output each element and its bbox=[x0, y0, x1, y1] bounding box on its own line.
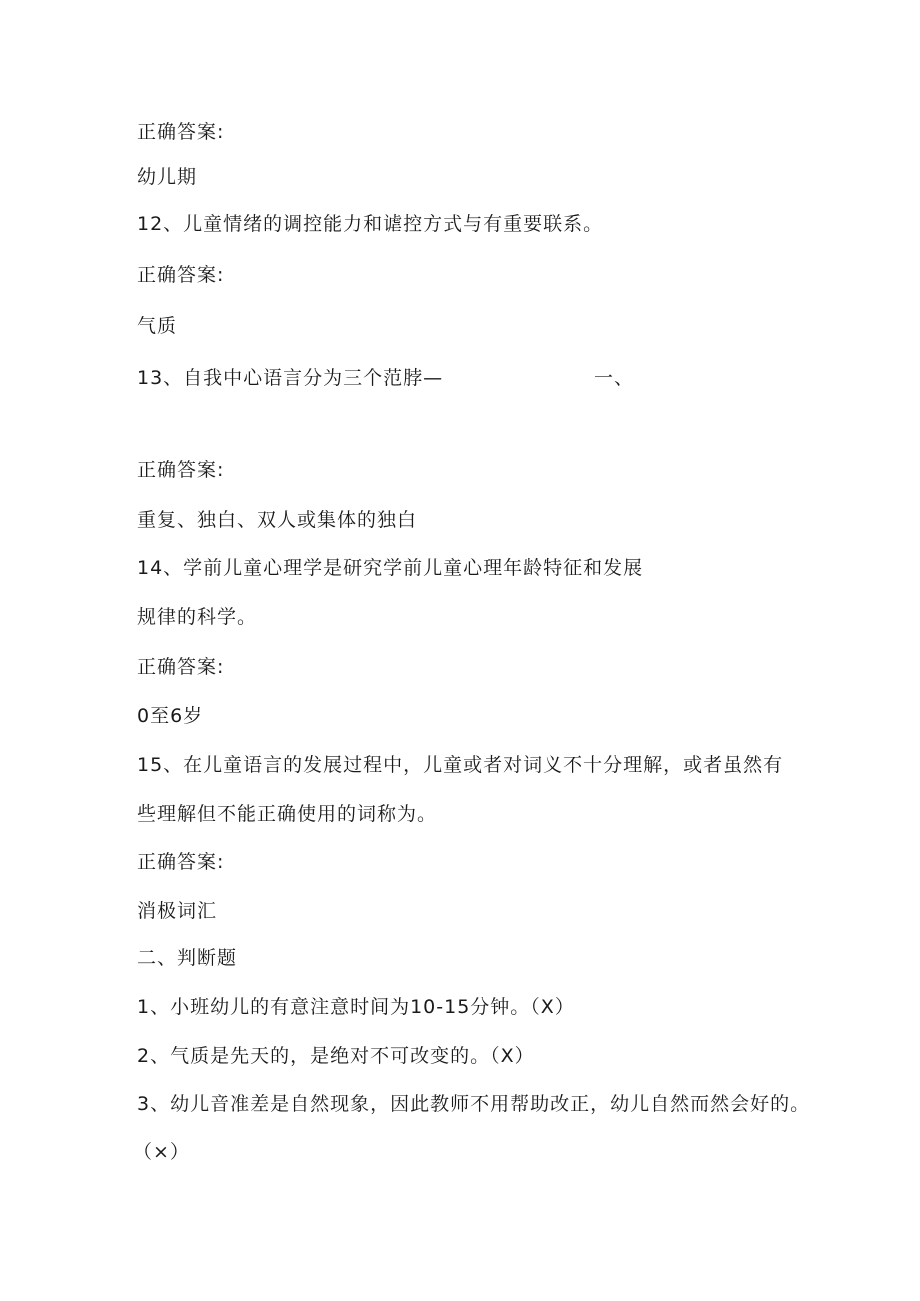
answer-label: 正确答案: bbox=[137, 121, 225, 143]
judgment-3-answer: （×） bbox=[133, 1141, 190, 1163]
judgment-3: 3、幼儿音准差是自然现象，因此教师不用帮助改正，幼儿自然而然会好的。 bbox=[137, 1093, 811, 1115]
question-13-continuation: 一、 bbox=[594, 367, 635, 389]
answer-label: 正确答案: bbox=[137, 851, 225, 873]
question-14: 14、学前儿童心理学是研究学前儿童心理年龄特征和发展 bbox=[137, 557, 644, 579]
question-13: 13、自我中心语言分为三个范脖— bbox=[137, 367, 444, 389]
judgment-1: 1、小班幼儿的有意注意时间为10-15分钟。（X） bbox=[137, 996, 575, 1018]
answer-label: 正确答案: bbox=[137, 459, 225, 481]
answer-text: 消极词汇 bbox=[137, 900, 218, 922]
question-15: 15、在儿童语言的发展过程中，儿童或者对词义不十分理解，或者虽然有 bbox=[137, 754, 784, 776]
question-12: 12、儿童情绪的调控能力和谑控方式与有重要联系。 bbox=[137, 213, 604, 235]
answer-label: 正确答案: bbox=[137, 264, 225, 286]
answer-text: 重复、独白、双人或集体的独白 bbox=[137, 509, 418, 531]
answer-text: 气质 bbox=[137, 315, 178, 337]
judgment-2: 2、气质是先天的，是绝对不可改变的。（X） bbox=[137, 1045, 535, 1067]
answer-text: 0至6岁 bbox=[137, 705, 204, 727]
question-15-line2: 些理解但不能正确使用的词称为。 bbox=[137, 803, 438, 825]
section-heading: 二、判断题 bbox=[137, 947, 238, 969]
answer-text: 幼儿期 bbox=[137, 166, 198, 188]
answer-label: 正确答案: bbox=[137, 656, 225, 678]
question-14-line2: 规律的科学。 bbox=[137, 606, 258, 628]
